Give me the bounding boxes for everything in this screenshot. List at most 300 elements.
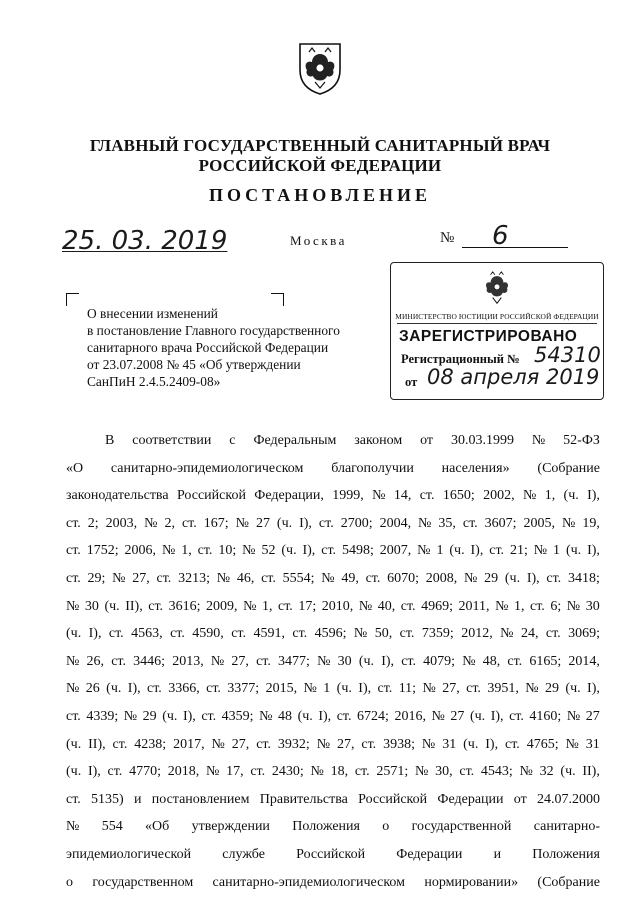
body-word: 2018, xyxy=(167,764,200,780)
body-word: 4590, xyxy=(192,626,224,642)
body-word: ст. xyxy=(361,736,377,752)
body-word: ст. xyxy=(546,570,562,586)
body-word: ст. xyxy=(66,543,81,559)
city-label: Москва xyxy=(290,233,347,248)
body-word: ст. xyxy=(181,515,197,531)
body-word: № xyxy=(161,543,176,559)
body-word: «О xyxy=(66,460,84,476)
body-word: 3418; xyxy=(567,570,600,586)
body-word: ст. xyxy=(66,570,81,586)
body-word: ст. xyxy=(66,708,81,724)
body-word: 1, xyxy=(261,598,273,614)
body-word: Российской xyxy=(176,488,246,504)
body-word: с xyxy=(229,433,236,448)
authority-name-line2: РОССИЙСКОЙ ФЕДЕРАЦИИ xyxy=(198,156,442,175)
body-word: 2005, xyxy=(523,515,556,531)
body-word: № xyxy=(495,598,509,614)
body-word: 17, xyxy=(226,764,244,780)
body-word: 3366, xyxy=(168,681,200,697)
body-word: I), xyxy=(587,543,600,559)
body-word: 2700; xyxy=(340,515,373,531)
body-word: 17; xyxy=(298,598,317,614)
body-line xyxy=(66,427,600,455)
body-line xyxy=(66,593,600,621)
body-word: (Собрание xyxy=(537,874,600,890)
body-word: № xyxy=(525,681,539,697)
stamp-divider xyxy=(397,323,597,324)
subject-line: от 23.07.2008 № 45 «Об утверждении xyxy=(87,357,301,372)
body-word: ст. xyxy=(250,764,266,780)
body-word: о xyxy=(382,819,390,835)
body-word: № xyxy=(210,653,225,669)
body-word: 2010, xyxy=(321,598,354,614)
body-word: населения» xyxy=(441,460,510,476)
body-word: 6070; xyxy=(387,570,420,586)
body-word: № xyxy=(303,681,317,697)
stamp-coat-of-arms-icon xyxy=(479,269,515,309)
body-word: 2; xyxy=(87,515,99,531)
body-word: 2011, xyxy=(458,598,490,614)
body-word: Федерации xyxy=(396,846,463,862)
body-word: ст. xyxy=(400,598,416,614)
body-word: № xyxy=(242,543,256,559)
body-word: Российской xyxy=(358,791,428,807)
handwritten-number: 6 xyxy=(492,221,509,251)
body-word: ст. xyxy=(148,598,164,614)
body-word: (ч. xyxy=(336,681,352,697)
body-word: Федерации, xyxy=(254,488,324,504)
body-word: 1 xyxy=(553,543,561,559)
body-word: ст. xyxy=(201,708,217,724)
body-word: ст. xyxy=(365,570,381,586)
body-word: № xyxy=(418,515,432,531)
body-word: ст. xyxy=(292,626,308,642)
body-word: ст. xyxy=(231,626,246,642)
body-word: I), xyxy=(490,708,504,724)
body-word: Положения xyxy=(292,819,360,835)
body-word: 2430; xyxy=(271,764,304,780)
body-word: 19, xyxy=(582,515,600,531)
body-word: № xyxy=(431,708,445,724)
stamp-reg-number-handwritten: 54310 xyxy=(534,343,601,367)
body-word: 3069; xyxy=(568,626,600,642)
body-word: 40, xyxy=(377,598,396,614)
body-word: (Собрание xyxy=(537,460,600,476)
body-word: № xyxy=(211,736,225,752)
body-line xyxy=(66,841,600,869)
body-word: № xyxy=(310,764,324,780)
body-word: 18, xyxy=(330,764,349,780)
body-word: (ч. xyxy=(449,543,465,559)
body-word: № xyxy=(566,598,581,614)
body-word: № xyxy=(522,488,537,504)
body-word: I), xyxy=(302,543,316,559)
body-word: 27, xyxy=(132,570,150,586)
stamp-registered-label: ЗАРЕГИСТРИРОВАНО xyxy=(399,328,578,345)
body-word: № xyxy=(464,570,478,586)
body-word: № xyxy=(358,598,373,614)
body-word: 1650; xyxy=(442,488,475,504)
body-word: I), xyxy=(587,488,600,504)
body-word: № xyxy=(422,681,436,697)
russian-coat-of-arms-icon xyxy=(295,40,345,96)
body-line xyxy=(66,869,600,897)
body-word: I), xyxy=(318,708,332,724)
body-word: № xyxy=(235,515,249,531)
body-word: 167; xyxy=(203,515,229,531)
body-word: 30.03.1999 xyxy=(450,433,514,448)
body-word: 14, xyxy=(393,488,412,504)
body-word: ст. xyxy=(377,681,393,697)
body-word: ст. xyxy=(147,681,162,697)
body-word: 2013, xyxy=(172,653,204,669)
body-word: II), xyxy=(88,736,106,752)
body-word: № xyxy=(317,653,331,669)
body-line xyxy=(66,758,600,786)
body-word: 6165; xyxy=(529,653,562,669)
body-word: 3477; xyxy=(278,653,310,669)
body-word: государственном xyxy=(92,874,194,890)
body-word: № xyxy=(144,515,158,531)
body-word: 24.07.2000 xyxy=(536,791,600,807)
body-word: 27 xyxy=(450,708,465,724)
body-word: ст. xyxy=(278,598,293,614)
body-word: (ч. xyxy=(469,708,486,724)
body-word: В xyxy=(105,433,115,448)
body-word: № xyxy=(316,736,331,752)
body-word: 2016, xyxy=(394,708,426,724)
body-word: 4765; xyxy=(526,736,559,752)
body-word: 29 xyxy=(545,681,560,697)
body-word: ст. xyxy=(459,764,475,780)
body-word: 2017, xyxy=(173,736,205,752)
body-word: (ч. xyxy=(106,681,122,697)
body-word: ст. xyxy=(107,764,123,780)
body-word: № xyxy=(66,681,80,697)
body-word: ст. xyxy=(197,543,213,559)
body-word: № xyxy=(562,515,576,531)
body-word: 3938; xyxy=(383,736,415,752)
body-word: ст. xyxy=(156,570,172,586)
body-word: № xyxy=(243,598,257,614)
body-word: ст. xyxy=(256,736,271,752)
body-word: 1, xyxy=(181,543,192,559)
body-word: ст. xyxy=(419,488,435,504)
body-word: ст. xyxy=(354,764,370,780)
body-word: 30, xyxy=(435,764,453,780)
body-word: (ч. xyxy=(358,653,375,669)
body-word: (ч. xyxy=(504,570,521,586)
body-line xyxy=(66,648,600,676)
body-word: (ч. xyxy=(66,626,82,642)
body-word: 24, xyxy=(520,626,539,642)
body-word: 26, xyxy=(86,653,105,669)
body-word: 2007, xyxy=(379,543,412,559)
body-word: 554 xyxy=(101,819,123,835)
body-line xyxy=(66,731,600,759)
body-word: ст. xyxy=(256,653,271,669)
body-word: ст. xyxy=(336,708,352,724)
body-word: ст. xyxy=(261,570,276,586)
handwritten-date: 25. 03. 2019 xyxy=(62,226,228,256)
body-word: № xyxy=(500,626,514,642)
body-word: Федерации xyxy=(437,791,504,807)
body-word: санитарно-эпидемиологическом xyxy=(110,460,304,476)
body-word: 31 xyxy=(442,736,457,752)
body-word: № xyxy=(415,764,429,780)
body-word: 1 xyxy=(436,543,444,559)
body-word: (ч. xyxy=(565,543,582,559)
stamp-from-label: от xyxy=(405,375,418,389)
body-word: ст. xyxy=(399,626,415,642)
body-word: ст. xyxy=(530,598,545,614)
body-word: (ч. xyxy=(162,708,178,724)
body-word: 3377; xyxy=(227,681,260,697)
body-word: ст. xyxy=(505,736,520,752)
body-line xyxy=(66,482,600,510)
subject-line: санитарного врача Российской Федерации xyxy=(87,340,329,355)
body-word: 2, xyxy=(164,515,175,531)
body-word: № xyxy=(259,708,273,724)
body-word: ст. xyxy=(112,736,128,752)
subject-line: в постановление Главного государственного xyxy=(87,323,340,338)
body-word: ст. xyxy=(466,681,481,697)
body-word: 26 xyxy=(85,681,100,697)
body-line xyxy=(66,703,600,731)
body-word: 4160; xyxy=(529,708,562,724)
body-word: Правительства xyxy=(259,791,348,807)
body-word: благополучии xyxy=(331,460,414,476)
body-word: 4591, xyxy=(253,626,285,642)
body-word: № xyxy=(112,570,126,586)
body-word: 27, xyxy=(442,681,460,697)
body-word: 6724; xyxy=(357,708,389,724)
body-word: № xyxy=(353,626,368,642)
body-word: (ч. xyxy=(66,764,82,780)
body-word: № xyxy=(321,570,335,586)
body-word: I), xyxy=(470,543,484,559)
body-word: 49, xyxy=(341,570,359,586)
body-word: I), xyxy=(88,626,102,642)
stamp-ministry-name: МИНИСТЕРСТВО ЮСТИЦИИ РОССИЙСКОЙ ФЕДЕРАЦИИ xyxy=(395,312,599,321)
body-line xyxy=(66,813,600,841)
body-word: I), xyxy=(526,570,540,586)
body-word: ст. xyxy=(318,515,334,531)
registration-stamp xyxy=(390,262,604,400)
body-word: I), xyxy=(87,764,101,780)
body-word: 4339; xyxy=(86,708,119,724)
body-word: законодательства xyxy=(66,488,169,504)
body-word: ст. xyxy=(321,543,337,559)
body-word: (ч. xyxy=(560,764,576,780)
body-word: I), xyxy=(182,708,196,724)
body-word: № xyxy=(533,543,548,559)
body-word: № xyxy=(66,598,80,614)
body-word: № xyxy=(205,764,220,780)
body-word: № xyxy=(372,488,386,504)
body-word: 30 xyxy=(585,598,600,614)
body-word: 52 xyxy=(261,543,276,559)
body-word: постановлением xyxy=(151,791,250,807)
body-word: (ч. xyxy=(281,543,297,559)
authority-name-line1: ГЛАВНЫЙ ГОСУДАРСТВЕННЫЙ САНИТАРНЫЙ ВРАЧ xyxy=(89,136,551,155)
body-word: 30 xyxy=(337,653,352,669)
body-word: № xyxy=(216,570,231,586)
body-word: 30 xyxy=(84,598,99,614)
body-word: 50, xyxy=(374,626,393,642)
body-word: 2008, xyxy=(425,570,458,586)
body-word: № xyxy=(531,433,546,448)
body-word: ст. xyxy=(66,515,81,531)
body-word: I), xyxy=(299,515,312,531)
body-word: II), xyxy=(582,764,600,780)
body-word: 5135) xyxy=(91,791,124,807)
body-word: № xyxy=(123,708,138,724)
body-word: 10; xyxy=(218,543,237,559)
body-word: от xyxy=(513,791,527,807)
body-word: нормировании» xyxy=(424,874,519,890)
body-line xyxy=(66,455,600,483)
body-word: ст. xyxy=(111,653,126,669)
body-word: 1752; xyxy=(86,543,119,559)
body-word: I), xyxy=(485,736,499,752)
body-word: 4563, xyxy=(131,626,163,642)
body-word: ст. xyxy=(462,515,478,531)
body-word: службе xyxy=(222,846,265,862)
body-word: Положения xyxy=(532,846,600,862)
body-word: (ч. xyxy=(297,708,313,724)
body-word: 4543; xyxy=(480,764,513,780)
body-word: 4238; xyxy=(134,736,167,752)
body-word: № xyxy=(421,736,436,752)
body-word: Федеральным xyxy=(253,433,337,448)
subject-bracket-left xyxy=(66,293,79,306)
body-word: 3213; xyxy=(178,570,210,586)
body-word: эпидемиологической xyxy=(66,846,192,862)
document-type-title: ПОСТАНОВЛЕНИЕ xyxy=(208,185,432,205)
body-word: (ч. xyxy=(104,598,120,614)
body-word: 2014, xyxy=(568,653,600,669)
body-line xyxy=(66,565,600,593)
body-word: ст. xyxy=(108,626,124,642)
body-word: (ч. xyxy=(565,681,581,697)
body-word: № xyxy=(66,819,80,835)
body-word: I), xyxy=(587,681,600,697)
body-word: и xyxy=(493,846,502,862)
body-word: 27, xyxy=(336,736,355,752)
body-word: 5554; xyxy=(282,570,315,586)
subject-line: СанПиН 2.4.5.2409-08» xyxy=(87,374,221,389)
body-line xyxy=(66,675,600,703)
body-word: 1, xyxy=(544,488,556,504)
body-word: 3607; xyxy=(484,515,517,531)
body-word: (ч. xyxy=(66,736,82,752)
body-word: 27, xyxy=(231,736,250,752)
body-word: 2012, xyxy=(461,626,493,642)
body-word: 27, xyxy=(231,653,249,669)
body-word: 21; xyxy=(509,543,528,559)
body-word: 7359; xyxy=(421,626,454,642)
body-word: 4079; xyxy=(423,653,456,669)
body-word: II), xyxy=(125,598,143,614)
body-line xyxy=(66,537,600,565)
body-word: от xyxy=(420,433,434,448)
body-word: № xyxy=(519,764,533,780)
body-word: 6; xyxy=(550,598,562,614)
body-word: ст. xyxy=(401,653,416,669)
body-word: 29; xyxy=(87,570,106,586)
body-word: 2009, xyxy=(206,598,238,614)
body-word: ст. xyxy=(545,626,561,642)
body-word: 1999, xyxy=(332,488,364,504)
body-word: (ч. xyxy=(276,515,293,531)
body-word: 3446; xyxy=(133,653,166,669)
body-word: 4770; xyxy=(129,764,161,780)
body-word: 5498; xyxy=(341,543,374,559)
body-word: 4359; xyxy=(221,708,254,724)
body-line xyxy=(66,620,600,648)
body-word: I), xyxy=(127,681,141,697)
stamp-reg-date-handwritten: 08 апреля 2019 xyxy=(427,365,600,389)
body-word: ст. xyxy=(509,708,524,724)
body-word: ст. xyxy=(507,653,523,669)
body-word: 48, xyxy=(482,653,501,669)
body-word: 4969; xyxy=(421,598,453,614)
body-word: законом xyxy=(354,433,403,448)
body-word: 35, xyxy=(438,515,456,531)
body-word: ст. xyxy=(170,626,185,642)
body-word: 1, xyxy=(513,598,525,614)
body-word: 2004, xyxy=(379,515,412,531)
body-word: Российской xyxy=(296,846,366,862)
body-word: и xyxy=(133,791,142,807)
body-word: соответствии xyxy=(132,433,212,448)
subject-block xyxy=(87,305,377,390)
body-word: ст. xyxy=(489,543,505,559)
body-word: санитарно-эпидемиологическом xyxy=(212,874,406,890)
body-word: № xyxy=(565,736,579,752)
body-word: 48 xyxy=(278,708,293,724)
body-word: 27 xyxy=(585,708,600,724)
body-line xyxy=(66,510,600,538)
body-word: 4596; xyxy=(314,626,347,642)
body-word: 3932; xyxy=(277,736,310,752)
body-word: 29 xyxy=(484,570,499,586)
body-word: ст. xyxy=(66,791,81,807)
body-word: № xyxy=(462,653,476,669)
body-word: 46, xyxy=(236,570,255,586)
number-underline xyxy=(462,247,568,248)
body-word: 32 xyxy=(539,764,554,780)
number-label: № xyxy=(440,230,455,246)
body-word: государственной xyxy=(411,819,512,835)
stamp-reg-number-label: Регистрационный № xyxy=(401,352,520,366)
body-word: 3951, xyxy=(487,681,519,697)
body-word: 2571; xyxy=(376,764,409,780)
body-word: 2015, xyxy=(265,681,298,697)
body-word: (ч. xyxy=(463,736,479,752)
body-word: ст. xyxy=(206,681,221,697)
subject-line: О внесении изменений xyxy=(87,306,218,321)
body-word: № xyxy=(566,708,581,724)
body-word: (ч. xyxy=(563,488,579,504)
body-word: санитарно- xyxy=(533,819,600,835)
body-word: № xyxy=(66,653,80,669)
body-word: 52-ФЗ xyxy=(563,433,600,448)
body-word: 3616; xyxy=(168,598,201,614)
body-word: 2003, xyxy=(105,515,138,531)
body-word: «Об xyxy=(145,819,170,835)
